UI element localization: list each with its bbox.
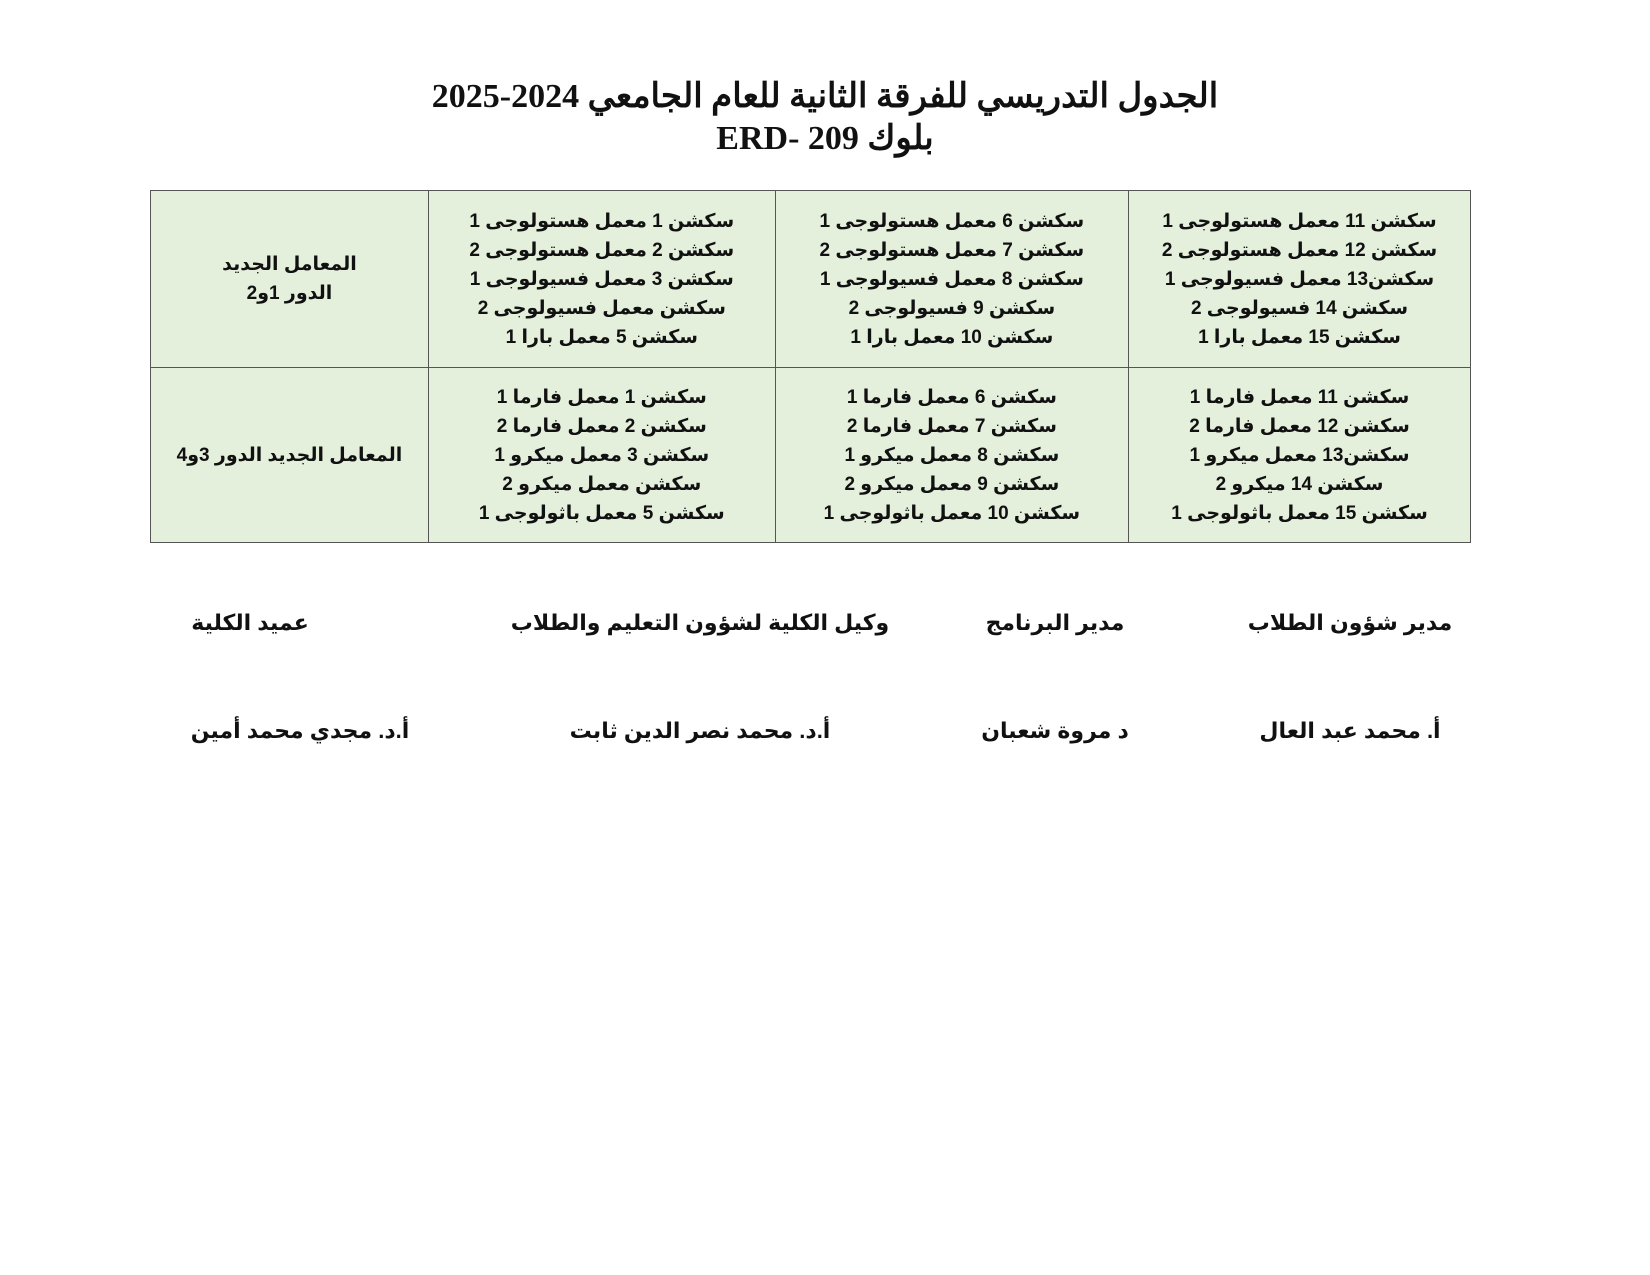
title-line-2: بلوك ERD- 209 bbox=[716, 120, 934, 157]
section-entry: سكشن 2 معمل فارما 2 bbox=[496, 415, 707, 437]
section-entry: سكشن13 معمل ميكرو 1 bbox=[1189, 444, 1410, 466]
hall-floor-label: الدور 1و2 bbox=[246, 283, 333, 304]
schedule-cell bbox=[775, 368, 1128, 543]
section-entry: سكشن 14 ميكرو 2 bbox=[1215, 473, 1384, 495]
hall-cell bbox=[151, 191, 429, 368]
hall-label: المعامل الجديد bbox=[222, 254, 357, 275]
section-entry: سكشن 11 معمل فارما 1 bbox=[1189, 386, 1410, 408]
hall-label: المعامل الجديد الدور 3و4 bbox=[176, 444, 403, 466]
page-title bbox=[0, 76, 1650, 160]
section-entry: سكشن معمل فسيولوجى 2 bbox=[477, 297, 726, 319]
signature-title-student-affairs: مدير شؤون الطلاب bbox=[1247, 610, 1453, 635]
schedule-cell bbox=[1129, 191, 1471, 368]
section-entry: سكشن معمل ميكرو 2 bbox=[502, 473, 702, 495]
section-entry: سكشن 10 معمل بارا 1 bbox=[850, 326, 1054, 348]
section-entry: سكشن 3 معمل ميكرو 1 bbox=[494, 444, 710, 466]
signature-name-program-director: د مروة شعبان bbox=[981, 718, 1129, 743]
schedule-table bbox=[150, 190, 1471, 543]
table-row bbox=[151, 191, 1471, 368]
section-entry: سكشن 1 معمل هستولوجى 1 bbox=[469, 210, 735, 232]
section-entry: سكشن 11 معمل هستولوجى 1 bbox=[1162, 210, 1437, 232]
section-entry: سكشن 7 معمل هستولوجى 2 bbox=[819, 239, 1085, 261]
section-entry: سكشن 3 معمل فسيولوجى 1 bbox=[469, 268, 734, 290]
schedule-cell bbox=[1129, 368, 1471, 543]
section-entry: سكشن 8 معمل ميكرو 1 bbox=[844, 444, 1060, 466]
table-row bbox=[151, 368, 1471, 543]
signature-title-program-director: مدير البرنامج bbox=[985, 610, 1125, 635]
schedule-cell bbox=[428, 368, 775, 543]
section-entry: سكشن 15 معمل بارا 1 bbox=[1198, 326, 1401, 348]
signature-name-vice-dean: أ.د. محمد نصر الدين ثابت bbox=[569, 718, 831, 743]
signature-title-dean: عميد الكلية bbox=[191, 610, 309, 635]
section-entry: سكشن13 معمل فسيولوجى 1 bbox=[1164, 268, 1435, 290]
section-entry: سكشن 12 معمل هستولوجى 2 bbox=[1161, 239, 1438, 261]
signature-title-vice-dean: وكيل الكلية لشؤون التعليم والطلاب bbox=[510, 610, 890, 635]
section-entry: سكشن 15 معمل باثولوجى 1 bbox=[1171, 502, 1428, 524]
section-entry: سكشن 12 معمل فارما 2 bbox=[1189, 415, 1410, 437]
section-entry: سكشن 6 معمل هستولوجى 1 bbox=[819, 210, 1085, 232]
schedule-cell bbox=[775, 191, 1128, 368]
signature-name-dean: أ.د. مجدي محمد أمين bbox=[190, 718, 410, 743]
schedule-cell bbox=[428, 191, 775, 368]
section-entry: سكشن 2 معمل هستولوجى 2 bbox=[469, 239, 735, 261]
signature-name-student-affairs: أ. محمد عبد العال bbox=[1259, 718, 1441, 743]
hall-cell bbox=[151, 368, 429, 543]
section-entry: سكشن 14 فسيولوجى 2 bbox=[1190, 297, 1409, 319]
section-entry: سكشن 5 معمل باثولوجى 1 bbox=[478, 502, 725, 524]
section-entry: سكشن 9 فسيولوجى 2 bbox=[848, 297, 1056, 319]
section-entry: سكشن 6 معمل فارما 1 bbox=[846, 386, 1057, 408]
section-entry: سكشن 7 معمل فارما 2 bbox=[846, 415, 1057, 437]
section-entry: سكشن 1 معمل فارما 1 bbox=[496, 386, 707, 408]
section-entry: سكشن 9 معمل ميكرو 2 bbox=[844, 473, 1060, 495]
title-line-1: الجدول التدريسي للفرقة الثانية للعام الجامعي 2024-2025 bbox=[431, 78, 1219, 115]
section-entry: سكشن 8 معمل فسيولوجى 1 bbox=[819, 268, 1084, 290]
section-entry: سكشن 5 معمل بارا 1 bbox=[505, 326, 698, 348]
section-entry: سكشن 10 معمل باثولوجى 1 bbox=[823, 502, 1081, 524]
